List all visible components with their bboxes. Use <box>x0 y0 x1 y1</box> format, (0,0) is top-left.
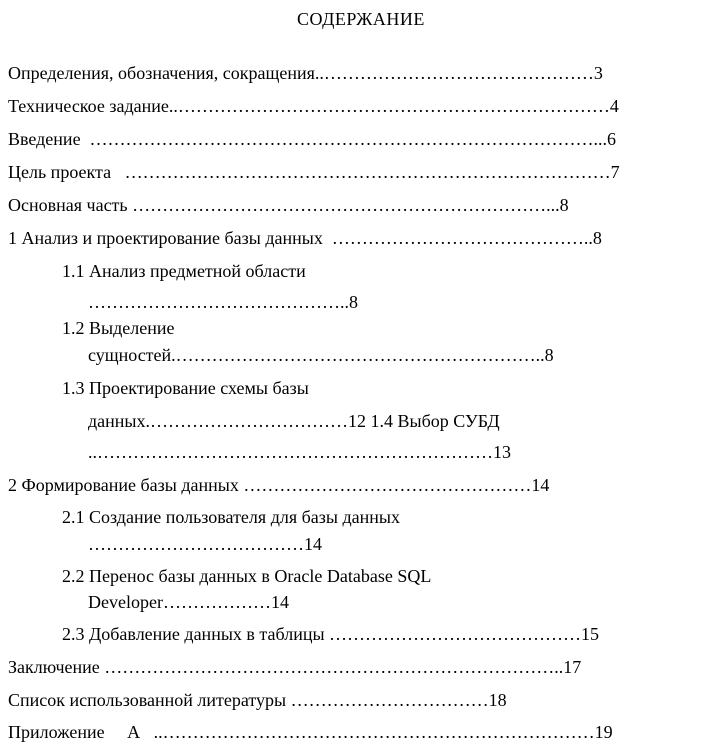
toc-entry: Список использованной литературы ……………………………18 <box>8 690 507 710</box>
page-title: СОДЕРЖАНИЕ <box>297 9 425 29</box>
toc-entry: Техническое задание..………………………………………………………………4 <box>8 96 619 116</box>
toc-entry: 2.2 Перенос базы данных в Oracle Database SQL <box>62 566 432 586</box>
toc-entry: Приложение А ..………………………………………………………………19 <box>8 722 613 742</box>
toc-entry-continuation: данных.……………………………12 1.4 Выбор СУБД <box>88 411 500 431</box>
toc-entry: Введение …………………………………………………………………………...6 <box>8 129 617 149</box>
toc-entry: 1.2 Выделение <box>62 318 175 338</box>
toc-entry-continuation: Developer………………14 <box>88 592 289 612</box>
toc-entry: Основная часть ……………………………………………………………...8 <box>8 195 569 215</box>
toc-entry: 2.3 Добавление данных в таблицы ……………………………………15 <box>62 624 600 644</box>
toc-entry: Цель проекта ………………………………………………………………………7 <box>8 162 620 182</box>
toc-entry: Заключение …………………………………………………………………..17 <box>8 657 582 677</box>
toc-entry: 1.1 Анализ предметной области <box>62 261 306 281</box>
toc-entry-continuation: сущностей.……………………………………………………..8 <box>88 345 554 365</box>
toc-entry-continuation: ..…………………………………………………………13 <box>88 442 511 462</box>
toc-entry: 2 Формирование базы данных …………………………………………14 <box>8 475 550 495</box>
toc-entry-continuation: ……………………………………..8 <box>88 292 358 312</box>
toc-entry-continuation: ………………………………14 <box>88 534 322 554</box>
toc-entry: 2.1 Создание пользователя для базы данных <box>62 507 400 527</box>
toc-entry: 1 Анализ и проектирование базы данных ……………………………………..8 <box>8 228 602 248</box>
toc-entry: 1.3 Проектирование схемы базы <box>62 378 309 398</box>
toc-entry: Определения, обозначения, сокращения..………………………………………3 <box>8 63 603 83</box>
